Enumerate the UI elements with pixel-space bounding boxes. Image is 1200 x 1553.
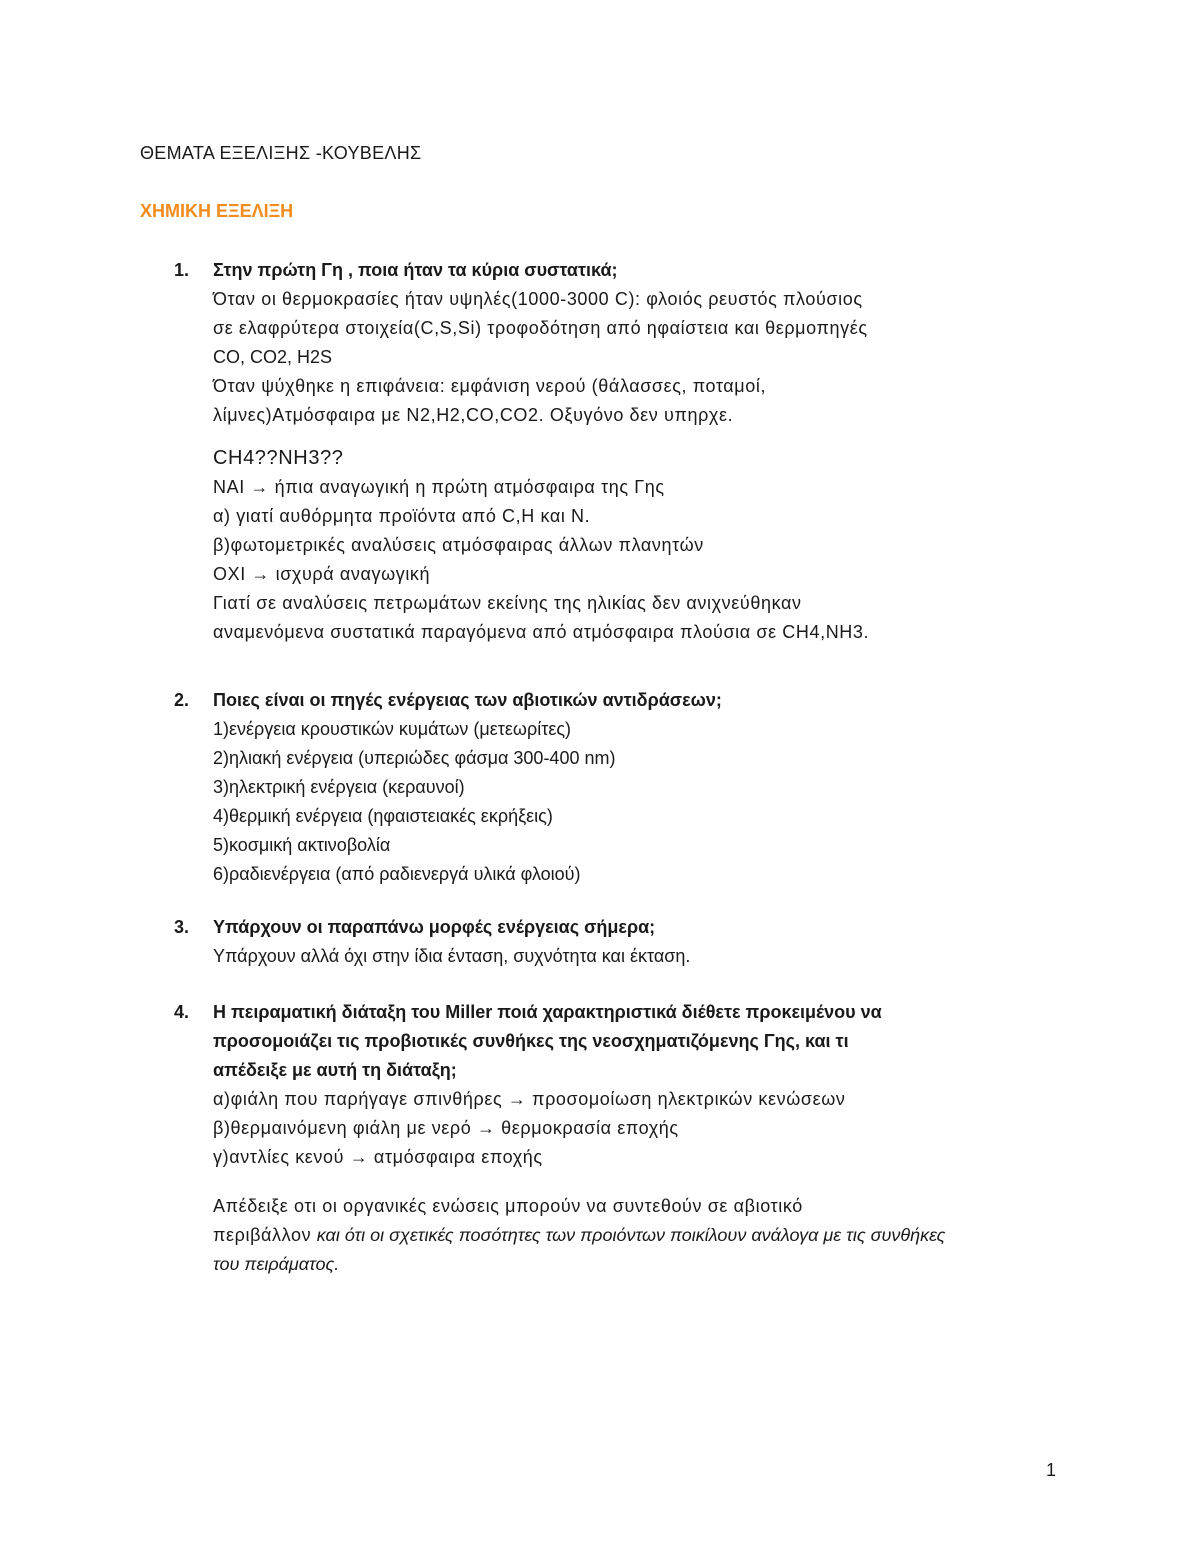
conclusion-line: Απέδειξε οτι οι οργανικές ενώσεις μπορούν να συντεθούν σε αβιοτικό <box>213 1196 803 1216</box>
answer-line: α) γιατί αυθόρμητα προϊόντα από C,H και N. <box>213 506 591 526</box>
question-title: προσομοιάζει τις προβιοτικές συνθήκες της νεοσχηματιζόμενης Γης, και τι <box>213 1031 849 1051</box>
answer-line: σε ελαφρύτερα στοιχεία(C,S,Si) τροφοδότηση από ηφαίστεια και θερμοπηγές <box>213 318 868 338</box>
question-1 <box>174 256 1074 647</box>
question-4 <box>174 998 1074 1279</box>
answer-line: CO, CO2, H2S <box>213 347 333 367</box>
answer-line: λίμνες)Ατμόσφαιρα με N2,H2,CO,CO2. Οξυγόνο δεν υπηρχε. <box>213 405 734 425</box>
answer-line: 1)ενέργεια κρουστικών κυμάτων (μετεωρίτες) <box>213 719 572 739</box>
question-title: Η πειραματική διάταξη του Miller ποιά χαρακτηριστικά διέθετε προκειμένου να <box>213 1002 882 1022</box>
answer-line: αναμενόμενα συστατικά παραγόμενα από ατμόσφαιρα πλούσια σε CH4,NH3. <box>213 622 870 642</box>
question-number: 4. <box>174 1002 190 1022</box>
answer-line: Όταν οι θερμοκρασίες ήταν υψηλές(1000-3000 C): φλοιός ρευστός πλούσιος <box>213 289 863 309</box>
question-2 <box>174 686 1074 889</box>
answer-line: 5)κοσμική ακτινοβολία <box>213 835 391 855</box>
spacer <box>213 1172 1074 1192</box>
answer-line: NAI → ήπια αναγωγική η πρώτη ατμόσφαιρα της Γης <box>213 477 665 497</box>
conclusion-line <box>213 1221 1074 1250</box>
answer-line: ΟΧΙ → ισχυρά αναγωγική <box>213 564 431 584</box>
question-title: Υπάρχουν οι παραπάνω μορφές ενέργειας σήμερα; <box>213 917 656 937</box>
question-title: Στην πρώτη Γη , ποια ήταν τα κύρια συστατικά; <box>213 260 618 280</box>
answer-line: β)θερμαινόμενη φιάλη με νερό → θερμοκρασία εποχής <box>213 1118 679 1138</box>
conclusion-text: περιβάλλον <box>213 1225 317 1245</box>
document-title: ΘΕΜΑΤΑ ΕΞΕΛΙΞΗΣ -ΚΟΥΒΕΛΗΣ <box>140 143 422 163</box>
answer-line: β)φωτομετρικές αναλύσεις ατμόσφαιρας άλλων πλανητών <box>213 535 704 555</box>
answer-line: 2)ηλιακή ενέργεια (υπεριώδες φάσμα 300-400 nm) <box>213 748 616 768</box>
answer-line: Γιατί σε αναλύσεις πετρωμάτων εκείνης της ηλικίας δεν ανιχνεύθηκαν <box>213 593 802 613</box>
answer-line: Υπάρχουν αλλά όχι στην ίδια ένταση, συχνότητα και έκταση. <box>213 946 691 966</box>
answer-line: 3)ηλεκτρική ενέργεια (κεραυνοί) <box>213 777 465 797</box>
question-number: 1. <box>174 260 190 280</box>
answer-line: 4)θερμική ενέργεια (ηφαιστειακές εκρήξεις) <box>213 806 553 826</box>
conclusion-italic-text: του πειράματος. <box>213 1254 340 1274</box>
question-3 <box>174 913 1074 971</box>
question-title: απέδειξε με αυτή τη διάταξη; <box>213 1060 457 1080</box>
answer-line: α)φιάλη που παρήγαγε σπινθήρες → προσομοίωση ηλεκτρικών κενώσεων <box>213 1089 846 1109</box>
answer-line: 6)ραδιενέργεια (από ραδιενεργά υλικά φλοιού) <box>213 864 581 884</box>
section-title: ΧΗΜΙΚΗ ΕΞΕΛΙΞΗ <box>140 201 294 221</box>
answer-line: γ)αντλίες κενού → ατμόσφαιρα εποχής <box>213 1147 543 1167</box>
page-number: 1 <box>1046 1460 1057 1480</box>
question-title: Ποιες είναι οι πηγές ενέργειας των αβιοτικών αντιδράσεων; <box>213 690 722 710</box>
question-number: 2. <box>174 690 190 710</box>
answer-line: Όταν ψύχθηκε η επιφάνεια: εμφάνιση νερού (θάλασσες, ποταμοί, <box>213 376 767 396</box>
sub-heading: CH4??NH3?? <box>213 447 344 469</box>
question-number: 3. <box>174 917 190 937</box>
conclusion-italic-text: και ότι οι σχετικές ποσότητες των προιόντων ποικίλουν ανάλογα με τις συνθήκες <box>316 1225 946 1245</box>
